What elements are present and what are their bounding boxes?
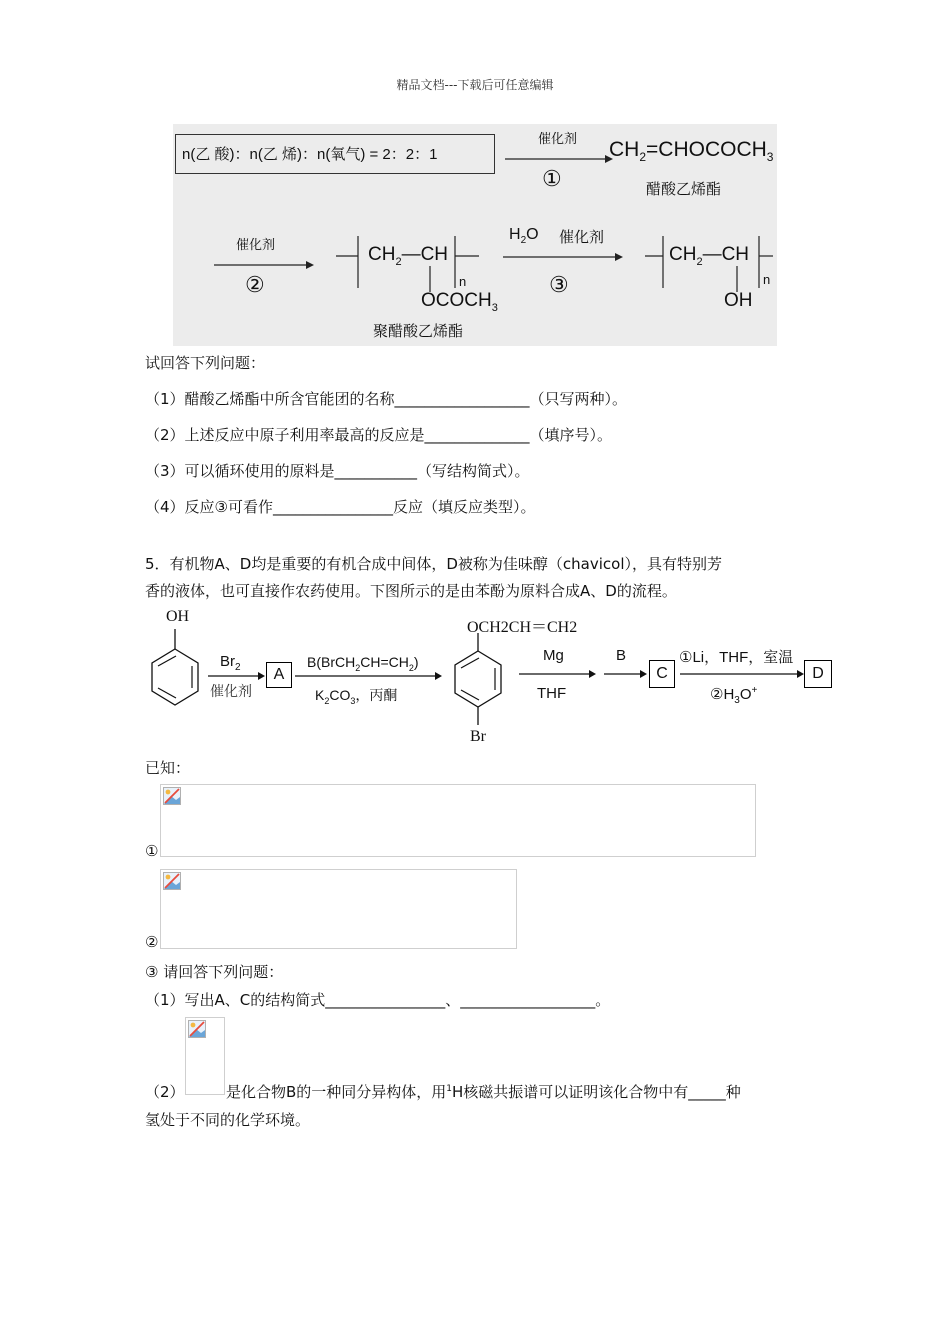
known-label: 已知： (145, 759, 191, 777)
problem-5-line-2: 香的液体，也可直接作农药使用。下图所示的是由苯酚为原料合成A、D的流程。 (145, 582, 677, 600)
known-reaction-2-image (160, 869, 517, 949)
arrow-to-ether (295, 671, 445, 681)
sub-question-1: （1）写出A、C的结构简式________________、__________________。 (145, 991, 611, 1009)
arrow-to-a (208, 671, 266, 681)
broken-image-icon (188, 1020, 206, 1038)
hydrolysis-step: $②H_3O^+$ (710, 685, 758, 706)
vinyl-acetate-scheme (173, 124, 777, 346)
reaction-arrow-1 (505, 154, 615, 164)
question-1: （1）醋酸乙烯酯中所含官能团的名称__________________（只写两种）。 (145, 390, 628, 408)
reaction-arrow-2 (214, 260, 324, 270)
step-2-label: ② (245, 272, 265, 297)
compound-a-box: A (266, 662, 292, 688)
bromo-label: Br (470, 728, 486, 745)
phenol-ring (146, 629, 206, 709)
arrow-to-d (680, 669, 805, 679)
known-2-marker: ② (145, 933, 159, 951)
compound-c-box: C (649, 660, 675, 688)
hydroxyl-group: OH (724, 290, 753, 311)
polymer-2-n: n (763, 272, 771, 287)
question-2: （2）上述反应中原子利用率最高的反应是______________（填序号）。 (145, 426, 613, 444)
polymer-2-chain: $CH_2—CH$ (669, 244, 750, 268)
magnesium-reagent: Mg (543, 647, 564, 664)
question-3: （3）可以循环使用的原料是___________（写结构简式）。 (145, 462, 530, 480)
questions-intro: 试回答下列问题： (145, 354, 266, 372)
isomer-structure-image (185, 1017, 225, 1095)
arrow-to-c (604, 669, 649, 679)
vinyl-acetate-formula: $CH_2=CHOCOCH_3$ (609, 138, 774, 165)
reagent-b-label: B (616, 647, 627, 664)
polymer-1-n: n (459, 274, 467, 289)
lithium-step: ①Li，THF，室温 (679, 649, 794, 666)
synthesis-scheme (140, 605, 840, 750)
broken-image-icon (163, 872, 181, 890)
allyl-bromide-reagent: $B(BrCH_2CH=CH_2)$ (307, 654, 419, 673)
nmr-superscript: 1 (446, 1084, 453, 1094)
reaction-arrow-3 (503, 252, 628, 262)
sub-question-2-line-1 (226, 1081, 741, 1102)
base-solvent: $K_2CO_3$，丙酮 (315, 687, 398, 706)
page-header: 精品文档---下载后可任意编辑 (396, 78, 554, 92)
acetate-group: $OCOCH_3$ (421, 290, 498, 314)
catalyst-label-1: 催化剂 (538, 131, 578, 146)
allyl-ether-group: OCH2CH＝CH2 (467, 619, 578, 636)
broken-image-icon (163, 787, 181, 805)
catalyst-label: 催化剂 (210, 683, 252, 699)
bromophenyl-ring (448, 633, 508, 733)
sub-question-2-text-a: 是化合物B的一种同分异构体，用 (226, 1083, 447, 1101)
known-1-marker: ① (145, 842, 159, 860)
polymer-1-chain: $CH_2—CH$ (368, 244, 449, 268)
phenol-oh-label: OH (166, 608, 190, 625)
step-3-label: ③ (549, 272, 569, 297)
bromine-reagent: $Br_2$ (220, 653, 241, 673)
step-1-label: ① (542, 166, 562, 191)
problem-5-line-1: 5．有机物A、D均是重要的有机合成中间体，D被称为佳味醇（chavicol），具有特别芳 (145, 555, 722, 573)
water-label: $H_2O$ (509, 226, 539, 247)
question-4: （4）反应③可看作________________反应（填反应类型）。 (145, 498, 536, 516)
catalyst-label-3: 催化剂 (559, 229, 605, 246)
thf-solvent: THF (537, 685, 567, 702)
vinyl-acetate-name: 醋酸乙烯酯 (646, 181, 722, 198)
reactant-ratio-box: n(乙 酸)：n(乙 烯)：n(氧气) = 2：2：1 (175, 134, 495, 174)
known-3-and-prompt: ③ 请回答下列问题： (145, 963, 284, 981)
known-reaction-1-image (160, 784, 756, 857)
polyvinyl-acetate-name: 聚醋酸乙烯酯 (373, 323, 464, 340)
sub-question-2-text-b: H核磁共振谱可以证明该化合物中有_____种 (452, 1083, 741, 1101)
sub-question-2-line-2: 氢处于不同的化学环境。 (145, 1111, 311, 1129)
catalyst-label-2: 催化剂 (236, 237, 276, 252)
sub-question-2-prefix: （2） (145, 1083, 185, 1101)
arrow-grignard (519, 669, 597, 679)
compound-d-box: D (804, 660, 832, 688)
